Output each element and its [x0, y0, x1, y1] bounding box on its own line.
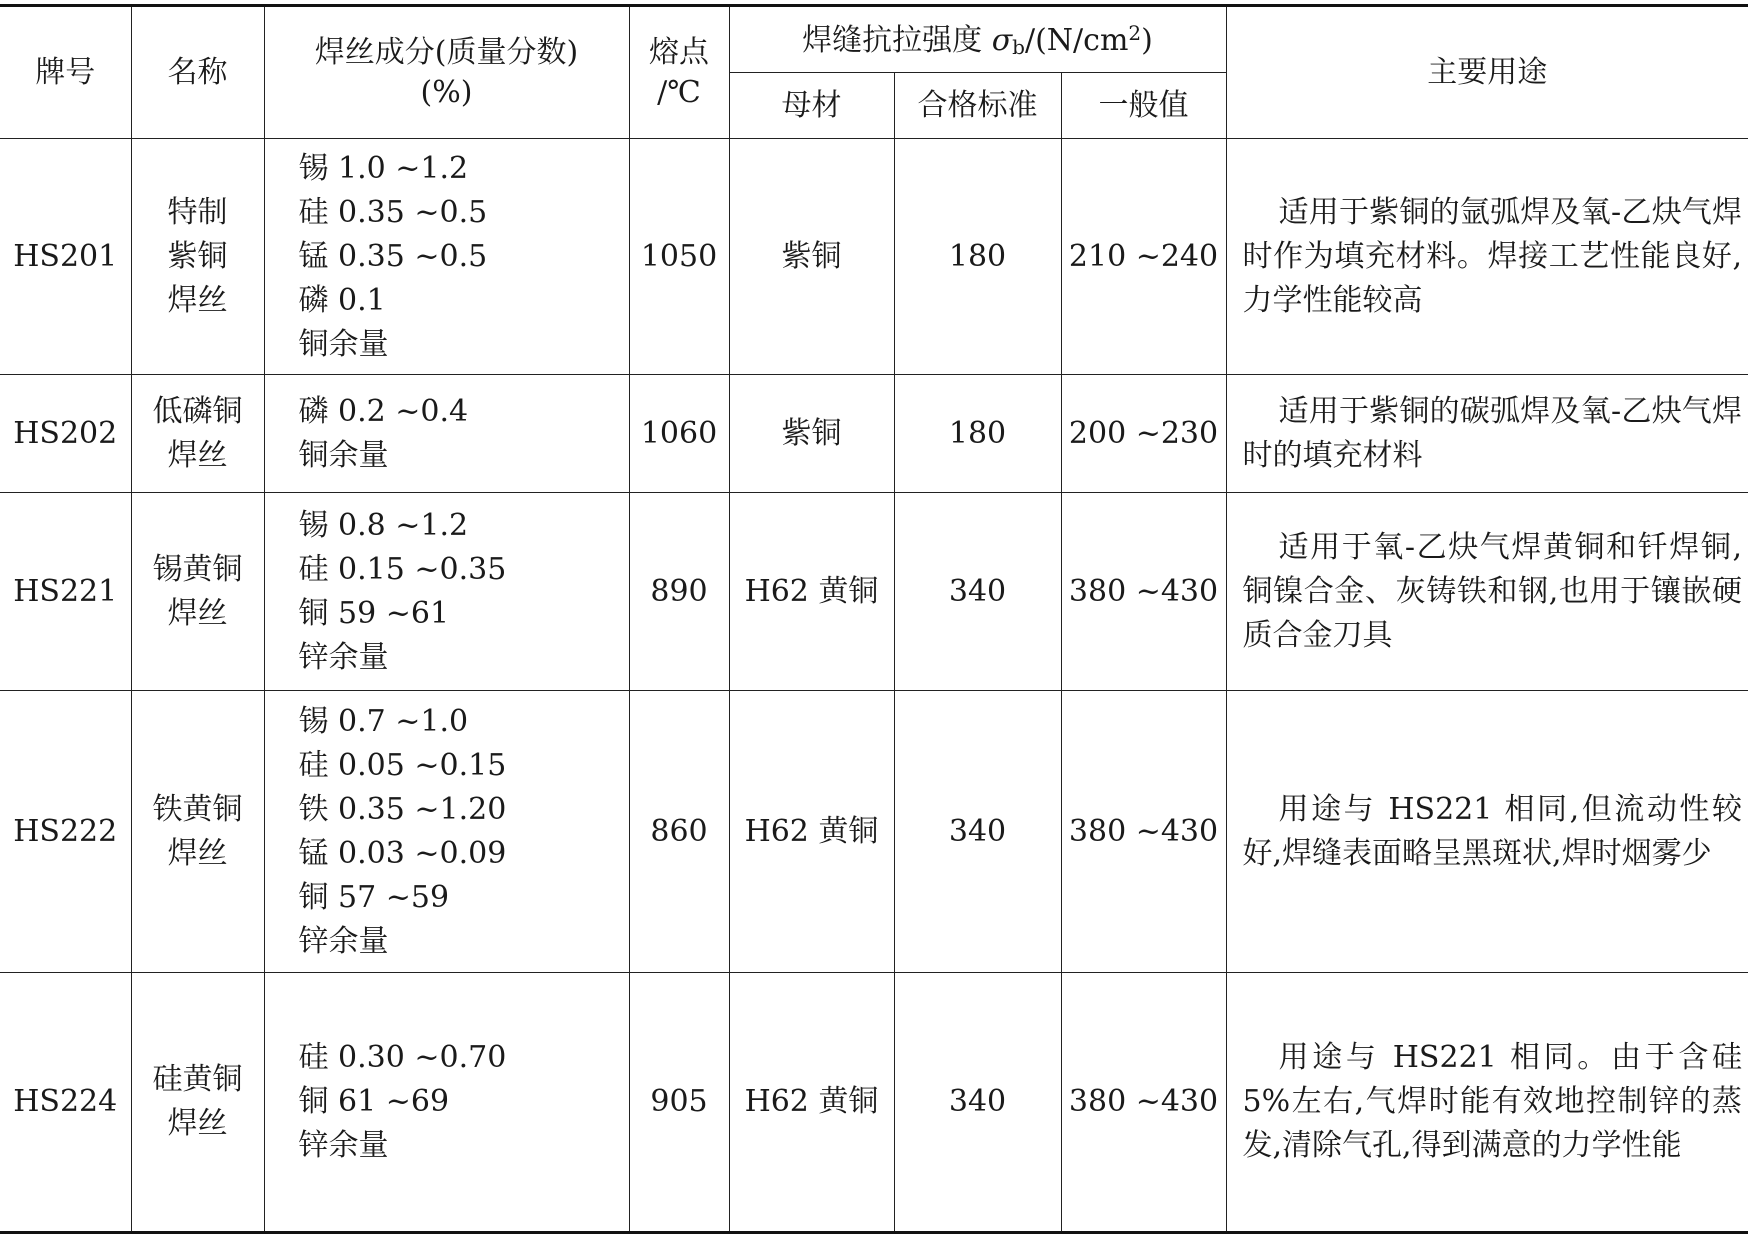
header-grade: 牌号 — [0, 6, 131, 139]
cell-standard: 340 — [894, 493, 1061, 691]
table-row — [0, 691, 1748, 973]
header-strength-prefix: 焊缝抗拉强度 — [802, 22, 983, 58]
cell-usage — [1226, 139, 1748, 375]
composition-line: 磷 0.1 — [298, 282, 386, 318]
cell-base-metal: H62 黄铜 — [729, 493, 894, 691]
header-composition-line: (%) — [420, 74, 473, 110]
cell-composition — [264, 973, 629, 1233]
cell-name — [131, 375, 264, 493]
usage-text: 用途与 HS221 相同。由于含硅5%左右,气焊时能有效地控制锌的蒸发,清除气孔,得到满意的力学性能 — [1242, 1040, 1743, 1163]
name-line: 焊丝 — [167, 437, 228, 473]
welding-wire-table — [0, 4, 1748, 1234]
header-usage: 主要用途 — [1226, 6, 1748, 139]
cell-composition — [264, 375, 629, 493]
cell-typical: 380 ~430 — [1061, 973, 1226, 1233]
composition-line: 锌余量 — [298, 639, 389, 675]
name-line: 焊丝 — [167, 282, 228, 318]
composition-line: 铜余量 — [298, 326, 389, 362]
name-line: 焊丝 — [167, 835, 228, 871]
cell-grade: HS224 — [0, 973, 131, 1233]
cell-grade: HS221 — [0, 493, 131, 691]
cell-grade: HS222 — [0, 691, 131, 973]
header-strength-unit-close: ) — [1141, 22, 1153, 58]
name-line: 低磷铜 — [152, 393, 243, 429]
header-composition — [264, 6, 629, 139]
name-line: 锡黄铜 — [152, 551, 243, 587]
cell-melting-point: 860 — [629, 691, 729, 973]
cell-name — [131, 139, 264, 375]
name-line: 特制 — [167, 194, 228, 230]
cell-melting-point: 1050 — [629, 139, 729, 375]
cell-base-metal: 紫铜 — [729, 375, 894, 493]
table-row — [0, 493, 1748, 691]
cell-usage — [1226, 691, 1748, 973]
header-strength-sigma: σ — [991, 22, 1013, 58]
header-tensile-strength — [729, 6, 1226, 73]
cell-usage — [1226, 973, 1748, 1233]
cell-grade: HS202 — [0, 375, 131, 493]
header-strength-unit: /(N/cm — [1024, 22, 1129, 58]
cell-composition — [264, 493, 629, 691]
cell-melting-point: 890 — [629, 493, 729, 691]
composition-line: 硅 0.15 ~0.35 — [298, 551, 507, 587]
header-base-metal: 母材 — [729, 73, 894, 139]
cell-name — [131, 691, 264, 973]
composition-line: 铜 61 ~69 — [298, 1084, 450, 1119]
header-name: 名称 — [131, 6, 264, 139]
composition-line: 硅 0.30 ~0.70 — [298, 1040, 507, 1075]
usage-text: 用途与 HS221 相同,但流动性较好,焊缝表面略呈黑斑状,焊时烟雾少 — [1242, 791, 1743, 871]
cell-standard: 180 — [894, 375, 1061, 493]
header-melting-point-line: /℃ — [657, 74, 701, 110]
cell-standard: 180 — [894, 139, 1061, 375]
usage-text: 适用于氧-乙炔气焊黄铜和钎焊铜,铜镍合金、灰铸铁和钢,也用于镶嵌硬质合金刀具 — [1242, 529, 1743, 653]
cell-base-metal: H62 黄铜 — [729, 973, 894, 1233]
cell-name — [131, 973, 264, 1233]
cell-name — [131, 493, 264, 691]
composition-line: 磷 0.2 ~0.4 — [298, 393, 469, 429]
cell-standard: 340 — [894, 973, 1061, 1233]
name-line: 紫铜 — [167, 238, 228, 274]
cell-usage — [1226, 375, 1748, 493]
composition-line: 硅 0.35 ~0.5 — [298, 194, 488, 230]
composition-line: 锡 0.7 ~1.0 — [298, 703, 469, 739]
header-row — [0, 6, 1748, 73]
cell-typical: 210 ~240 — [1061, 139, 1226, 375]
header-typical: 一般值 — [1061, 73, 1226, 139]
cell-melting-point: 905 — [629, 973, 729, 1233]
header-composition-line: 焊丝成分(质量分数) — [314, 34, 579, 70]
composition-line: 铜 59 ~61 — [298, 595, 450, 631]
name-line: 焊丝 — [167, 1106, 228, 1141]
header-strength-unit-sup: 2 — [1128, 20, 1142, 45]
composition-line: 锌余量 — [298, 923, 389, 959]
cell-melting-point: 1060 — [629, 375, 729, 493]
header-melting-point-line: 熔点 — [649, 34, 709, 70]
cell-typical: 380 ~430 — [1061, 493, 1226, 691]
composition-line: 锡 0.8 ~1.2 — [298, 507, 469, 543]
header-standard: 合格标准 — [894, 73, 1061, 139]
usage-text: 适用于紫铜的氩弧焊及氧-乙炔气焊时作为填充材料。焊接工艺性能良好,力学性能较高 — [1242, 194, 1743, 318]
composition-line: 锰 0.03 ~0.09 — [298, 835, 507, 871]
name-line: 硅黄铜 — [152, 1062, 243, 1097]
cell-standard: 340 — [894, 691, 1061, 973]
header-strength-sigma-sub: b — [1012, 34, 1025, 59]
usage-text: 适用于紫铜的碳弧焊及氧-乙炔气焊时的填充材料 — [1242, 393, 1743, 473]
name-line: 焊丝 — [167, 595, 228, 631]
cell-typical: 380 ~430 — [1061, 691, 1226, 973]
cell-base-metal: 紫铜 — [729, 139, 894, 375]
name-line: 铁黄铜 — [152, 791, 243, 827]
cell-grade: HS201 — [0, 139, 131, 375]
composition-line: 锡 1.0 ~1.2 — [298, 150, 469, 186]
table-row — [0, 375, 1748, 493]
composition-line: 铜余量 — [298, 437, 389, 473]
cell-composition — [264, 691, 629, 973]
cell-composition — [264, 139, 629, 375]
composition-line: 硅 0.05 ~0.15 — [298, 747, 507, 783]
cell-usage — [1226, 493, 1748, 691]
cell-typical: 200 ~230 — [1061, 375, 1226, 493]
header-melting-point — [629, 6, 729, 139]
composition-line: 铁 0.35 ~1.20 — [298, 791, 507, 827]
composition-line: 锌余量 — [298, 1128, 389, 1163]
composition-line: 锰 0.35 ~0.5 — [298, 238, 488, 274]
table-row — [0, 139, 1748, 375]
table-row — [0, 973, 1748, 1233]
composition-line: 铜 57 ~59 — [298, 879, 450, 915]
cell-base-metal: H62 黄铜 — [729, 691, 894, 973]
